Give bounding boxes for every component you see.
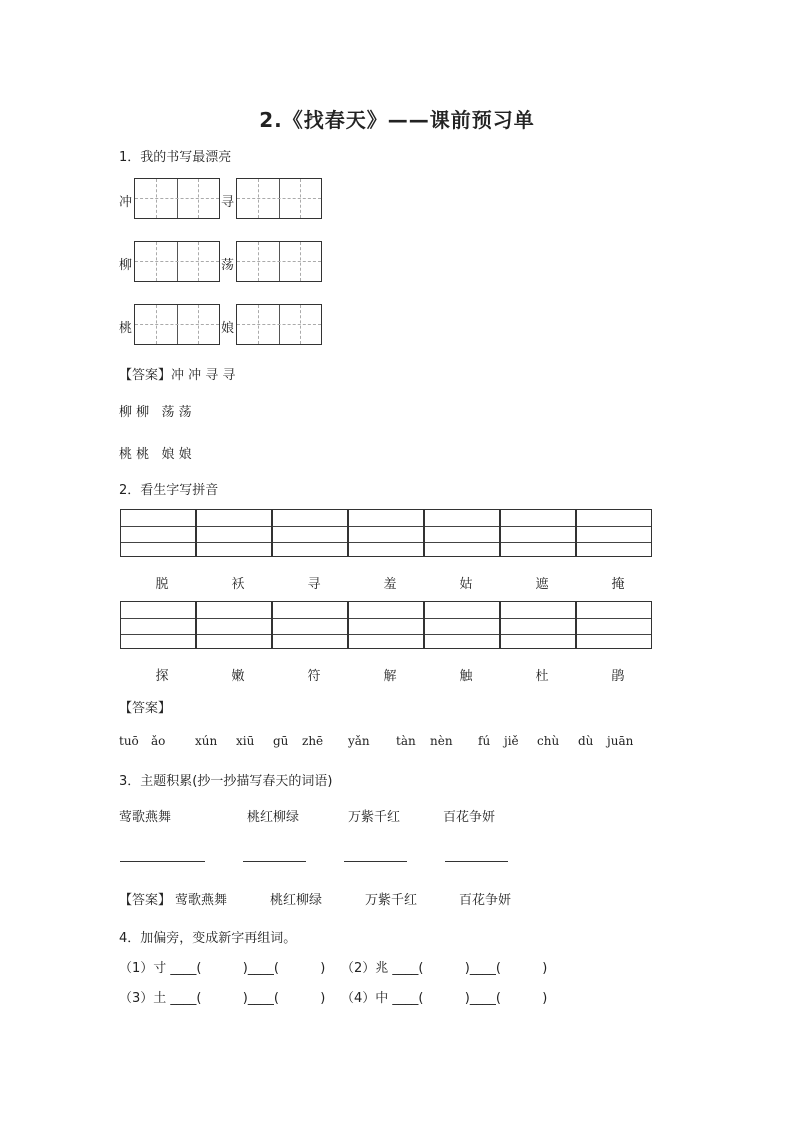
q3-heading: 3．主题积累(抄一抄描写春天的词语) [119,774,333,789]
grid-char-label: 冲 [119,195,133,210]
pinyin-box[interactable] [120,601,196,649]
answer-label: 【答案】 [119,368,172,383]
pinyin-char: 遮 [535,577,549,592]
answer-label: 【答案】 [119,701,172,716]
pinyin-answer: xún [195,734,218,748]
pinyin-box[interactable] [348,601,424,649]
pinyin-box[interactable] [500,509,576,557]
q4-heading: 4．加偏旁，变成新字再组词。 [119,931,297,946]
answer-blank[interactable] [344,861,407,862]
answer-word: 桃红柳绿 [270,893,323,908]
pinyin-box[interactable] [120,509,196,557]
writing-grid[interactable] [134,178,220,219]
pinyin-char: 脱 [155,577,169,592]
pinyin-box[interactable] [272,601,348,649]
pinyin-char: 寻 [307,577,321,592]
pinyin-answer: xiū [236,734,255,748]
pinyin-char: 姑 [459,577,473,592]
pinyin-answer: ǎo [151,734,166,748]
pinyin-answer: nèn [430,734,453,748]
pinyin-char: 羞 [383,577,397,592]
pinyin-char: 嫩 [231,669,245,684]
pinyin-box[interactable] [424,509,500,557]
pinyin-box[interactable] [348,509,424,557]
grid-char-label: 柳 [119,258,133,273]
pinyin-answer: chù [537,734,560,748]
pinyin-answer: zhē [302,734,324,748]
pinyin-answer: dù [578,734,594,748]
pinyin-char: 杜 [535,669,549,684]
answer-blank[interactable] [243,861,306,862]
pinyin-char: 探 [155,669,169,684]
answer-line: 柳 柳 荡 荡 [119,405,192,420]
answer-line: 桃 桃 娘 娘 [119,447,192,462]
pinyin-answer: tàn [396,734,416,748]
answer-text: 冲 冲 寻 寻 [171,368,236,383]
answer-word: 百花争妍 [459,893,512,908]
pinyin-answer: juān [607,734,634,748]
pinyin-box[interactable] [500,601,576,649]
pinyin-answer: fú [478,734,491,748]
pinyin-answer: yǎn [348,734,370,748]
writing-grid[interactable] [134,304,220,345]
pinyin-char: 掩 [611,577,625,592]
grid-char-label: 娘 [221,321,235,336]
pinyin-box[interactable] [196,601,272,649]
answer-line [119,364,235,383]
grid-char-label: 桃 [119,321,133,336]
q1-heading: 1．我的书写最漂亮 [119,150,232,165]
writing-grid[interactable] [134,241,220,282]
writing-grid[interactable] [236,304,322,345]
word-item: 莺歌燕舞 [119,810,172,825]
writing-grid[interactable] [236,241,322,282]
answer-label: 【答案】 [119,893,172,908]
pinyin-box[interactable] [272,509,348,557]
grid-char-label: 荡 [221,258,235,273]
pinyin-box[interactable] [424,601,500,649]
answer-blank[interactable] [120,861,205,862]
pinyin-answer: tuō [119,734,139,748]
word-item: 万紫千红 [348,810,401,825]
pinyin-char: 鹃 [611,669,625,684]
fill-in-line[interactable]: （1）寸 ____( )____( ) [119,961,326,976]
pinyin-box[interactable] [576,509,652,557]
answer-word: 莺歌燕舞 [175,893,228,908]
page-title: 2.《找春天》——课前预习单 [259,108,535,132]
pinyin-answer: gū [273,734,289,748]
pinyin-char: 符 [307,669,321,684]
grid-char-label: 寻 [221,195,235,210]
pinyin-box[interactable] [196,509,272,557]
pinyin-char: 袄 [231,577,245,592]
pinyin-char: 触 [459,669,473,684]
answer-blank[interactable] [445,861,508,862]
q2-heading: 2．看生字写拼音 [119,483,219,498]
fill-in-line[interactable]: （4）中 ____( )____( ) [341,991,548,1006]
fill-in-line[interactable]: （3）土 ____( )____( ) [119,991,326,1006]
word-item: 百花争妍 [443,810,496,825]
pinyin-box[interactable] [576,601,652,649]
fill-in-line[interactable]: （2）兆 ____( )____( ) [341,961,548,976]
writing-grid[interactable] [236,178,322,219]
answer-word: 万紫千红 [365,893,418,908]
pinyin-answer: jiě [504,734,519,748]
pinyin-char: 解 [383,669,397,684]
word-item: 桃红柳绿 [247,810,300,825]
